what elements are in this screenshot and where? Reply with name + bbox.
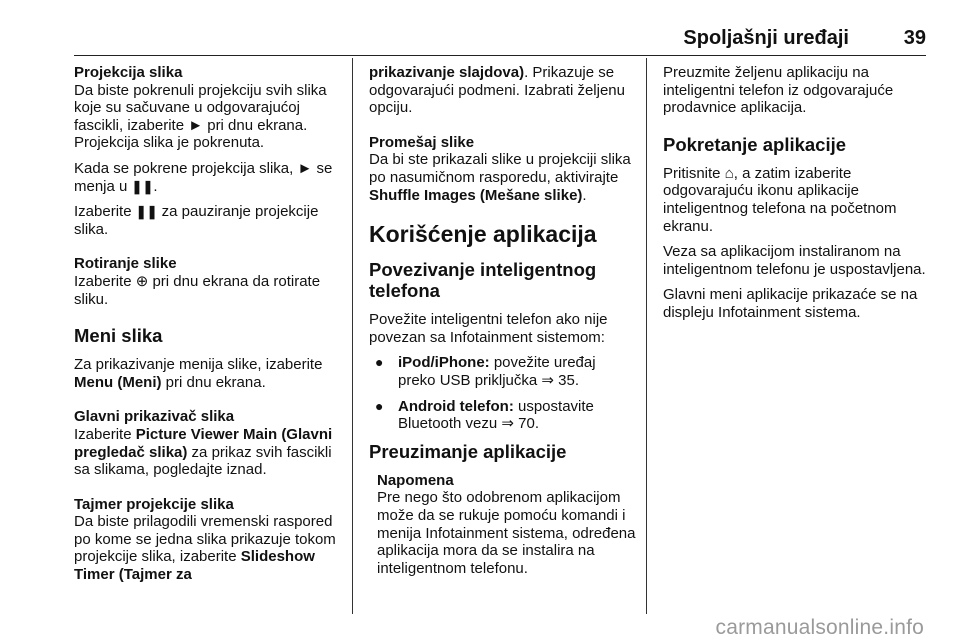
- paragraph-text: za pauziranje projekcije slika.: [74, 203, 319, 238]
- paragraph: Glavni meni aplikacije prikazaće se na displeju Infotainment sistema.: [663, 286, 918, 321]
- list-item: [369, 398, 637, 433]
- header-divider: [74, 55, 926, 56]
- paragraph-text: Za prikazivanje menija slike, izaberite: [74, 356, 323, 374]
- column-2: [369, 64, 637, 577]
- pause-icon: ❚❚: [131, 178, 154, 194]
- section-heading-connecting-phone: Povezivanje inteligentnog telefona: [369, 259, 597, 302]
- menu-term: Slideshow Timer (Tajmer za: [74, 548, 315, 584]
- bullet-icon: ●: [375, 354, 384, 371]
- paragraph: [74, 356, 342, 391]
- watermark: carmanualsonline.info: [715, 616, 924, 639]
- paragraph: [369, 64, 637, 117]
- menu-term: Picture Viewer Main (Glavni pregledač slika): [74, 425, 333, 461]
- paragraph-text: . Prikazuje se odgovarajući podmeni. Izabrati željenu opciju.: [369, 64, 625, 117]
- column-divider-2: [646, 58, 647, 614]
- column-3: [663, 64, 931, 330]
- list-item: [369, 354, 637, 389]
- menu-term: Menu (Meni): [74, 373, 162, 391]
- paragraph-text: Izaberite: [74, 203, 136, 221]
- section-picture-viewer-main: [74, 408, 342, 478]
- page-number: 39: [903, 27, 926, 49]
- paragraph: Preuzmite željenu aplikaciju na inteligentni telefon iz odgovarajuće prodavnice aplikacija.: [663, 64, 894, 117]
- list-item-text: povežite uređaj preko USB priključka: [398, 354, 596, 389]
- section-slideshow-timer: [74, 496, 342, 584]
- paragraph-text: Pritisnite: [663, 164, 725, 182]
- paragraph: [74, 203, 342, 238]
- section-heading: Glavni prikazivač slika: [74, 408, 235, 426]
- paragraph-text: Da biste pokrenuli projekciju svih slika koje su sačuvane u odgovarajućoj fascikli, izaberite ► pri dnu ekrana. Projekcija slika je pokrenuta.: [74, 81, 327, 152]
- connection-list: [369, 354, 637, 432]
- note-box: [369, 472, 637, 578]
- column-1: [74, 64, 342, 592]
- menu-term: Shuffle Images (Mešane slike): [369, 186, 583, 204]
- paragraph-text: Izaberite: [74, 272, 136, 290]
- paragraph-text: Da biste prilagodili vremenski raspored po kome se jedna slika prikazuje tokom projekcije slika, izaberite: [74, 513, 336, 566]
- paragraph-text: Izaberite: [74, 425, 136, 443]
- note-heading: Napomena: [377, 471, 454, 489]
- page-reference: 35.: [553, 371, 579, 389]
- list-item-label: Android telefon:: [398, 397, 514, 415]
- paragraph-text: , a zatim izaberite odgovarajuću ikonu aplikacije inteligentnog telefona na početnom ekranu.: [663, 164, 897, 235]
- pause-icon: ❚❚: [135, 204, 158, 220]
- page-reference-arrow-icon: ⇒: [541, 371, 554, 389]
- list-item-label: iPod/iPhone:: [398, 354, 490, 372]
- section-heading-download-app: Preuzimanje aplikacije: [369, 440, 567, 462]
- section-picture-slideshow: [74, 64, 342, 152]
- page-reference: 70.: [513, 415, 540, 433]
- page-reference-arrow-icon: ⇒: [501, 415, 514, 433]
- section-shuffle-images: [369, 134, 637, 204]
- section-heading-starting-app: Pokretanje aplikacije: [663, 133, 847, 155]
- section-heading-picture-menu: Meni slika: [74, 325, 163, 347]
- bullet-icon: ●: [375, 397, 384, 414]
- paragraph: Kada se pokrene projekcija slika, ► se menja u ❚❚.: [74, 159, 333, 195]
- main-heading-using-apps: Korišćenje aplikacija: [369, 221, 597, 248]
- note-text: Pre nego što odobrenom aplikacijom može da se rukuje pomoću komandi i menija Infotainment sistema, određena aplikacija mora da se instalira na inteligentnom telefonu.: [377, 489, 636, 577]
- paragraph-text: .: [582, 186, 587, 204]
- column-divider-1: [352, 58, 353, 614]
- chapter-title: Spoljašnji uređaji: [683, 27, 849, 49]
- menu-term: prikazivanje slajdova): [369, 64, 525, 81]
- list-item-text: uspostavite Bluetooth vezu: [398, 397, 594, 433]
- paragraph-text: za prikaz svih fascikli sa slikama, pogledajte iznad.: [74, 443, 332, 479]
- paragraph-text: pri dnu ekrana.: [161, 373, 266, 391]
- section-heading: Rotiranje slike: [74, 255, 177, 273]
- paragraph: [663, 165, 931, 235]
- paragraph-text: pri dnu ekrana da rotirate sliku.: [74, 272, 321, 308]
- home-icon: ⌂: [724, 164, 734, 182]
- paragraph: Povežite inteligentni telefon ako nije povezan sa Infotainment sistemom:: [369, 311, 608, 346]
- page-header: [0, 27, 960, 57]
- rotate-icon: ⊕: [135, 272, 149, 290]
- section-heading: Projekcija slika: [74, 64, 183, 81]
- section-heading: Promešaj slike: [369, 133, 475, 151]
- section-heading: Tajmer projekcije slika: [74, 495, 234, 513]
- section-rotate-picture: [74, 255, 342, 308]
- paragraph-text: Da bi ste prikazali slike u projekciji slika po nasumičnom rasporedu, aktivirajte: [369, 151, 631, 186]
- paragraph: Veza sa aplikacijom instaliranom na inteligentnom telefonu je uspostavljena.: [663, 243, 926, 278]
- paragraph-text: Kada se pokrene projekcija slika, ► se menja u: [74, 159, 333, 195]
